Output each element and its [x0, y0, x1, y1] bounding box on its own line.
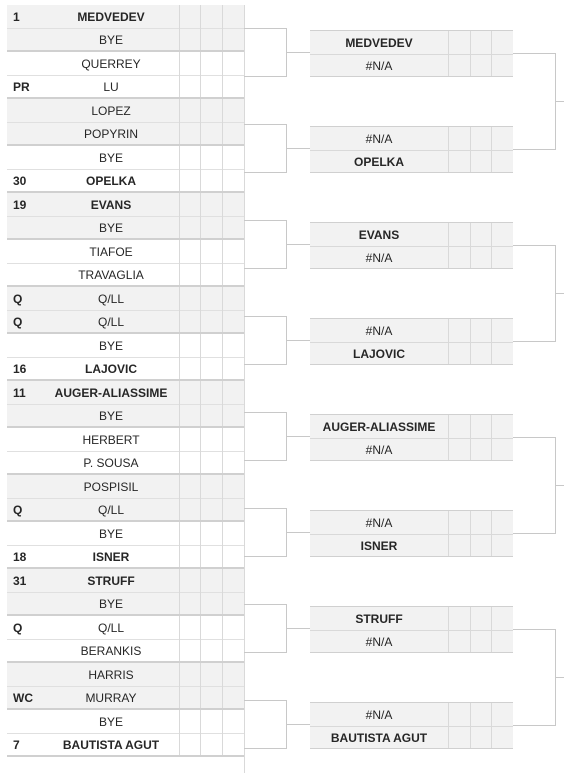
player-row[interactable] [7, 545, 179, 568]
connector-line [555, 677, 564, 678]
r2-match-3 [310, 222, 513, 269]
player-row[interactable] [310, 511, 448, 534]
player-name: BYE [98, 339, 123, 353]
player-row[interactable] [310, 726, 448, 749]
score-cell-border [448, 703, 449, 748]
connector-line [244, 604, 286, 605]
player-row[interactable] [310, 342, 448, 365]
connector-line [244, 748, 286, 749]
round-1-column [7, 5, 244, 757]
seed-label: PR [13, 80, 30, 94]
connector-line [513, 725, 555, 726]
connector-line [244, 412, 286, 413]
connector-line [555, 101, 564, 102]
connector-line [244, 556, 286, 557]
player-name: MEDVEDEV [77, 10, 145, 24]
player-name: #N/A [365, 131, 393, 146]
player-name: MEDVEDEV [345, 35, 413, 50]
player-row[interactable] [7, 99, 179, 122]
player-row[interactable] [310, 607, 448, 630]
player-row[interactable] [310, 246, 448, 269]
connector-line [244, 460, 286, 461]
player-row[interactable] [310, 31, 448, 54]
player-row[interactable] [7, 52, 179, 75]
score-cell-border [179, 193, 180, 238]
player-row[interactable] [7, 498, 179, 521]
player-name: AUGER-ALIASSIME [322, 419, 436, 434]
connector-line [244, 364, 286, 365]
player-row[interactable] [7, 5, 179, 28]
score-cell-border [179, 710, 180, 755]
player-row[interactable] [7, 240, 179, 263]
player-name: BYE [98, 151, 123, 165]
player-row[interactable] [7, 404, 179, 427]
player-name: Q/LL [97, 315, 124, 329]
score-cell-border [448, 223, 449, 268]
player-row[interactable] [310, 630, 448, 653]
player-row[interactable] [310, 127, 448, 150]
score-cell-border [470, 511, 471, 556]
score-cell-border [491, 127, 492, 172]
connector-line [513, 245, 555, 246]
player-name: EVANS [358, 227, 400, 242]
score-cell-border [491, 607, 492, 652]
score-cell-border [222, 52, 223, 97]
player-name: ISNER [92, 550, 130, 564]
score-cell-border [222, 428, 223, 473]
score-cell-border [222, 146, 223, 191]
score-cell-border [222, 334, 223, 379]
r2-match-8 [310, 702, 513, 749]
connector-line [286, 628, 310, 629]
r2-match-2 [310, 126, 513, 173]
seed-label: Q [13, 503, 23, 517]
player-row[interactable] [7, 28, 179, 51]
r1-match-8 [7, 334, 244, 381]
seed-label: 19 [13, 198, 27, 212]
player-name: TIAFOE [89, 245, 133, 259]
connector-line [286, 532, 310, 533]
connector-line [244, 508, 286, 509]
score-cell-border [470, 607, 471, 652]
score-cell-border [448, 415, 449, 460]
player-name: LU [103, 80, 119, 94]
r2-match-5 [310, 414, 513, 461]
player-row[interactable] [7, 710, 179, 733]
player-name: AUGER-ALIASSIME [54, 386, 168, 400]
player-name: STRUFF [87, 574, 135, 588]
player-row[interactable] [7, 381, 179, 404]
player-row[interactable] [7, 263, 179, 286]
player-name: BYE [98, 527, 123, 541]
connector-line [286, 724, 310, 725]
connector-line [244, 700, 286, 701]
seed-label: Q [13, 621, 23, 635]
player-row[interactable] [310, 319, 448, 342]
score-cell-border [448, 607, 449, 652]
player-row[interactable] [310, 534, 448, 557]
score-cell-border [448, 127, 449, 172]
r1-match-11 [7, 475, 244, 522]
player-name: BYE [98, 597, 123, 611]
seed-label: Q [13, 292, 23, 306]
player-row[interactable] [310, 150, 448, 173]
connector-line [244, 268, 286, 269]
score-cell-border [491, 319, 492, 364]
r1-match-14 [7, 616, 244, 663]
player-row[interactable] [7, 663, 179, 686]
connector-line [555, 293, 564, 294]
player-name: #N/A [365, 442, 393, 457]
r1-match-15 [7, 663, 244, 710]
r1-match-9 [7, 381, 244, 428]
player-name: #N/A [365, 634, 393, 649]
player-row[interactable] [310, 703, 448, 726]
connector-line [513, 341, 555, 342]
player-row[interactable] [7, 639, 179, 662]
player-name: EVANS [90, 198, 132, 212]
score-cell-border [200, 522, 201, 567]
score-cell-border [448, 31, 449, 76]
r1-match-16 [7, 710, 244, 757]
player-row[interactable] [7, 287, 179, 310]
connector-line [555, 485, 564, 486]
player-row[interactable] [7, 733, 179, 756]
player-row[interactable] [7, 122, 179, 145]
player-name: STRUFF [355, 611, 403, 626]
player-name: BYE [98, 409, 123, 423]
score-cell-border [222, 569, 223, 614]
player-name: Q/LL [97, 621, 124, 635]
score-cell-border [179, 5, 180, 50]
score-cell-border [179, 334, 180, 379]
score-cell-border [200, 569, 201, 614]
player-row[interactable] [7, 451, 179, 474]
player-row[interactable] [310, 54, 448, 77]
score-cell-border [200, 146, 201, 191]
player-row[interactable] [310, 438, 448, 461]
connector-line [244, 316, 286, 317]
connector-line [286, 52, 310, 53]
player-name: ISNER [360, 538, 398, 553]
score-cell-border [222, 5, 223, 50]
connector-line [513, 149, 555, 150]
score-cell-border [179, 569, 180, 614]
score-cell-border [200, 240, 201, 285]
connector-line [244, 76, 286, 77]
player-name: OPELKA [353, 154, 404, 169]
player-name: QUERREY [81, 57, 141, 71]
score-cell-border [222, 240, 223, 285]
score-cell-border [470, 415, 471, 460]
seed-label: 30 [13, 174, 27, 188]
score-cell-border [491, 415, 492, 460]
connector-line [244, 172, 286, 173]
player-row[interactable] [7, 75, 179, 98]
score-cell-border [200, 334, 201, 379]
score-cell-border [179, 522, 180, 567]
score-cell-border [200, 663, 201, 708]
player-name: BYE [98, 33, 123, 47]
score-cell-border [179, 52, 180, 97]
player-name: BERANKIS [80, 644, 142, 658]
player-row[interactable] [7, 428, 179, 451]
score-cell-border [491, 511, 492, 556]
connector-line [513, 437, 555, 438]
r1-match-5 [7, 193, 244, 240]
score-cell-border [179, 475, 180, 520]
score-cell-border [179, 99, 180, 144]
player-name: BAUTISTA AGUT [62, 738, 160, 752]
score-cell-border [200, 710, 201, 755]
r1-match-4 [7, 146, 244, 193]
connector-line [513, 533, 555, 534]
r2-match-6 [310, 510, 513, 557]
score-cell-border [179, 287, 180, 332]
score-cell-border [179, 146, 180, 191]
player-row[interactable] [7, 686, 179, 709]
connector-line [513, 629, 555, 630]
score-cell-border [470, 319, 471, 364]
score-cell-border [179, 240, 180, 285]
r1-match-2 [7, 52, 244, 99]
score-cell-border [200, 5, 201, 50]
score-cell-border [200, 428, 201, 473]
player-name: LAJOVIC [84, 362, 137, 376]
player-name: HERBERT [82, 433, 140, 447]
player-row[interactable] [7, 357, 179, 380]
score-cell-border [222, 287, 223, 332]
seed-label: 18 [13, 550, 27, 564]
connector-line [286, 340, 310, 341]
seed-label: 1 [13, 10, 20, 24]
player-row[interactable] [7, 475, 179, 498]
connector-line [286, 436, 310, 437]
player-name: P. SOUSA [83, 456, 139, 470]
score-cell-border [222, 193, 223, 238]
seed-label: 31 [13, 574, 27, 588]
player-row[interactable] [7, 522, 179, 545]
score-cell-border [222, 522, 223, 567]
connector-line [513, 53, 555, 54]
connector-line [244, 220, 286, 221]
player-name: TRAVAGLIA [78, 268, 144, 282]
score-cell-border [222, 381, 223, 426]
connector-line [286, 148, 310, 149]
player-row[interactable] [7, 616, 179, 639]
score-cell-border [200, 381, 201, 426]
player-name: BYE [98, 715, 123, 729]
player-name: Q/LL [97, 503, 124, 517]
player-name: LAJOVIC [352, 346, 405, 361]
r2-match-4 [310, 318, 513, 365]
player-name: BYE [98, 221, 123, 235]
score-cell-border [222, 663, 223, 708]
score-cell-border [222, 616, 223, 661]
player-name: #N/A [365, 707, 393, 722]
r2-match-1 [310, 30, 513, 77]
score-cell-border [222, 99, 223, 144]
player-row[interactable] [310, 415, 448, 438]
player-name: BAUTISTA AGUT [330, 730, 428, 745]
player-row[interactable] [310, 223, 448, 246]
player-name: OPELKA [85, 174, 136, 188]
player-row[interactable] [7, 334, 179, 357]
r1-match-3 [7, 99, 244, 146]
player-row[interactable] [7, 193, 179, 216]
player-name: Q/LL [97, 292, 124, 306]
score-cell-border [448, 319, 449, 364]
player-name: #N/A [365, 250, 393, 265]
connector-line [286, 244, 310, 245]
score-cell-border [491, 31, 492, 76]
score-cell-border [200, 475, 201, 520]
score-cell-border [200, 52, 201, 97]
score-cell-border [200, 287, 201, 332]
connector-line [244, 28, 286, 29]
connector-line [244, 652, 286, 653]
r1-match-13 [7, 569, 244, 616]
player-name: #N/A [365, 323, 393, 338]
score-cell-border [222, 710, 223, 755]
seed-label: 11 [13, 386, 26, 400]
score-cell-border [200, 616, 201, 661]
score-cell-border [179, 616, 180, 661]
score-cell-border [200, 99, 201, 144]
player-row[interactable] [7, 146, 179, 169]
r1-match-6 [7, 240, 244, 287]
seed-label: Q [13, 315, 23, 329]
score-cell-border [470, 703, 471, 748]
player-row[interactable] [7, 310, 179, 333]
score-cell-border [491, 223, 492, 268]
player-name: #N/A [365, 58, 393, 73]
r1-match-1 [7, 5, 244, 52]
score-cell-border [470, 127, 471, 172]
r1-match-7 [7, 287, 244, 334]
player-row[interactable] [7, 592, 179, 615]
score-cell-border [470, 223, 471, 268]
r2-match-7 [310, 606, 513, 653]
score-cell-border [491, 703, 492, 748]
player-row[interactable] [7, 569, 179, 592]
r1-match-12 [7, 522, 244, 569]
seed-label: WC [13, 691, 33, 705]
player-name: POSPISIL [83, 480, 139, 494]
score-cell-border [448, 511, 449, 556]
player-name: LOPEZ [91, 104, 131, 118]
player-name: MURRAY [85, 691, 137, 705]
score-cell-border [470, 31, 471, 76]
r1-match-10 [7, 428, 244, 475]
score-cell-border [179, 663, 180, 708]
connector-line [244, 124, 286, 125]
score-cell-border [179, 428, 180, 473]
round-1-right-border [244, 5, 245, 773]
player-name: POPYRIN [83, 127, 138, 141]
seed-label: 7 [13, 738, 20, 752]
player-row[interactable] [7, 169, 179, 192]
score-cell-border [179, 381, 180, 426]
player-row[interactable] [7, 216, 179, 239]
score-cell-border [200, 193, 201, 238]
seed-label: 16 [13, 362, 27, 376]
score-cell-border [222, 475, 223, 520]
player-name: HARRIS [88, 668, 134, 682]
player-name: #N/A [365, 515, 393, 530]
